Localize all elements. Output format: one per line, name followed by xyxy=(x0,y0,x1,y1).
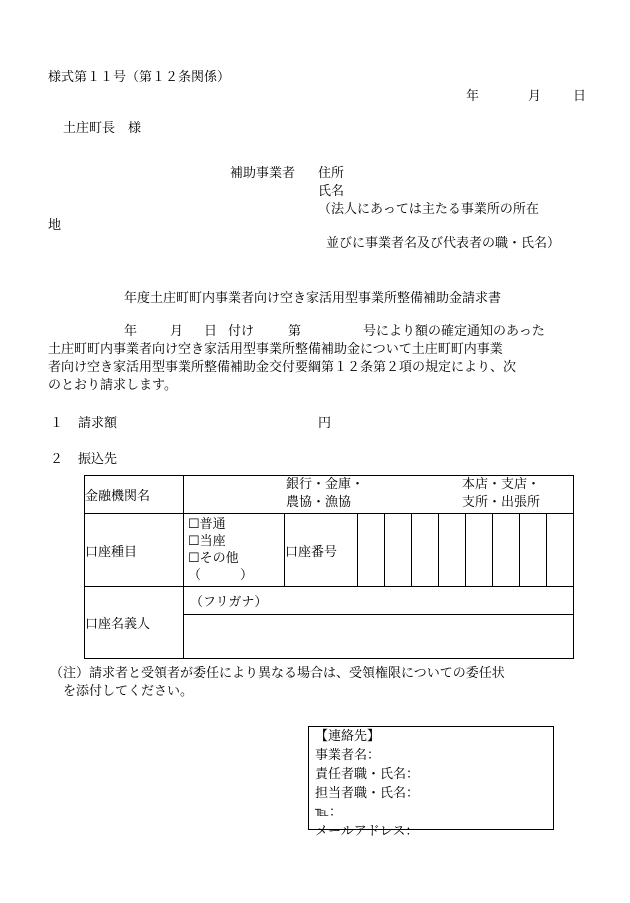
date-day: 日 xyxy=(573,89,587,104)
branch-types-line2: 支所・出張所 xyxy=(462,495,541,510)
furigana-cell[interactable] xyxy=(184,587,574,615)
item1-number: １ xyxy=(50,416,64,431)
body-line3: 者向け空き家活用型事業所整備補助金交付要綱第１２条第２項の規定により、次 xyxy=(48,360,517,375)
account-digit-box[interactable] xyxy=(547,514,574,587)
institution-label: 金融機関名 xyxy=(85,489,151,504)
note-line2: を添付してください。 xyxy=(63,684,194,699)
ref-month: 月 xyxy=(170,324,184,339)
ref-rest: 号により額の確定通知のあった xyxy=(363,324,545,339)
applicant-note-line1: （法人にあっては主たる事業所の所在 xyxy=(318,202,539,217)
holder-label: 口座名義人 xyxy=(85,617,151,632)
ref-year: 年 xyxy=(124,324,138,339)
item1-unit: 円 xyxy=(318,416,332,431)
applicant-label: 補助事業者 xyxy=(230,166,296,181)
contact-staff: 担当者職・氏名： xyxy=(315,786,420,801)
note-line1: （注）請求者と受領者が委任により異なる場合は、受領権限についての委任状 xyxy=(50,666,505,681)
account-digit-box[interactable] xyxy=(412,514,439,587)
other-paren: （ ） xyxy=(188,568,254,583)
account-digit-box[interactable] xyxy=(439,514,466,587)
holder-label-cell xyxy=(85,587,184,659)
contact-heading: 【連絡先】 xyxy=(315,729,381,744)
ref-dated: 付け xyxy=(228,324,255,339)
bank-types-line2: 農協・漁協 xyxy=(286,495,352,510)
ref-number: 第 xyxy=(288,324,302,339)
applicant-note-line2: 並びに事業者名及び代表者の職・氏名） xyxy=(326,236,561,251)
holder-name-cell[interactable] xyxy=(184,615,574,659)
account-type-options xyxy=(184,514,285,587)
contact-manager: 責任者職・氏名： xyxy=(315,767,420,782)
branch-types-line1: 本店・支店・ xyxy=(462,477,541,492)
applicant-name: 氏名 xyxy=(318,184,345,199)
document-title: 年度土庄町町内事業者向け空き家活用型事業所整備補助金請求書 xyxy=(124,291,502,306)
bank-types-line1: 銀行・金庫・ xyxy=(286,477,365,492)
body-line4: のとおり請求します。 xyxy=(48,378,177,393)
ref-day: 日 xyxy=(204,324,218,339)
checkbox-other[interactable]: ☐その他 xyxy=(188,551,239,566)
account-number-label-cell xyxy=(285,514,358,587)
applicant-note-wrap: 地 xyxy=(48,218,62,233)
addressee: 土庄町長 様 xyxy=(63,121,142,136)
furigana-label: （フリガナ） xyxy=(190,595,268,610)
date-month: 月 xyxy=(528,89,542,104)
item2-number: ２ xyxy=(50,452,64,467)
account-digit-box[interactable] xyxy=(520,514,547,587)
institution-value-cell[interactable] xyxy=(184,476,574,514)
item1-label: 請求額 xyxy=(78,416,118,431)
account-digit-box[interactable] xyxy=(358,514,385,587)
form-number: 様式第１１号（第１２条関係） xyxy=(48,70,231,85)
contact-email: メールアドレス： xyxy=(315,824,419,839)
applicant-address: 住所 xyxy=(318,166,345,181)
item2-label: 振込先 xyxy=(78,452,118,467)
institution-label-cell xyxy=(85,476,184,514)
contact-box xyxy=(308,726,554,839)
account-type-label-cell xyxy=(85,514,184,587)
account-type-label: 口座種目 xyxy=(85,544,138,560)
account-digit-box[interactable] xyxy=(466,514,493,587)
account-digit-box[interactable] xyxy=(385,514,412,587)
account-digit-box[interactable] xyxy=(493,514,520,587)
contact-phone: ℡： xyxy=(315,805,342,820)
contact-business-name: 事業者名： xyxy=(315,748,381,763)
checkbox-ordinary[interactable]: ☐普通 xyxy=(188,517,226,532)
checkbox-current[interactable]: ☐当座 xyxy=(188,534,226,549)
body-line2: 土庄町町内事業者向け空き家活用型事業所整備補助金について土庄町町内事業 xyxy=(48,342,503,357)
bank-table xyxy=(84,475,574,659)
date-year: 年 xyxy=(466,89,480,104)
account-number-label: 口座番号 xyxy=(285,544,338,560)
